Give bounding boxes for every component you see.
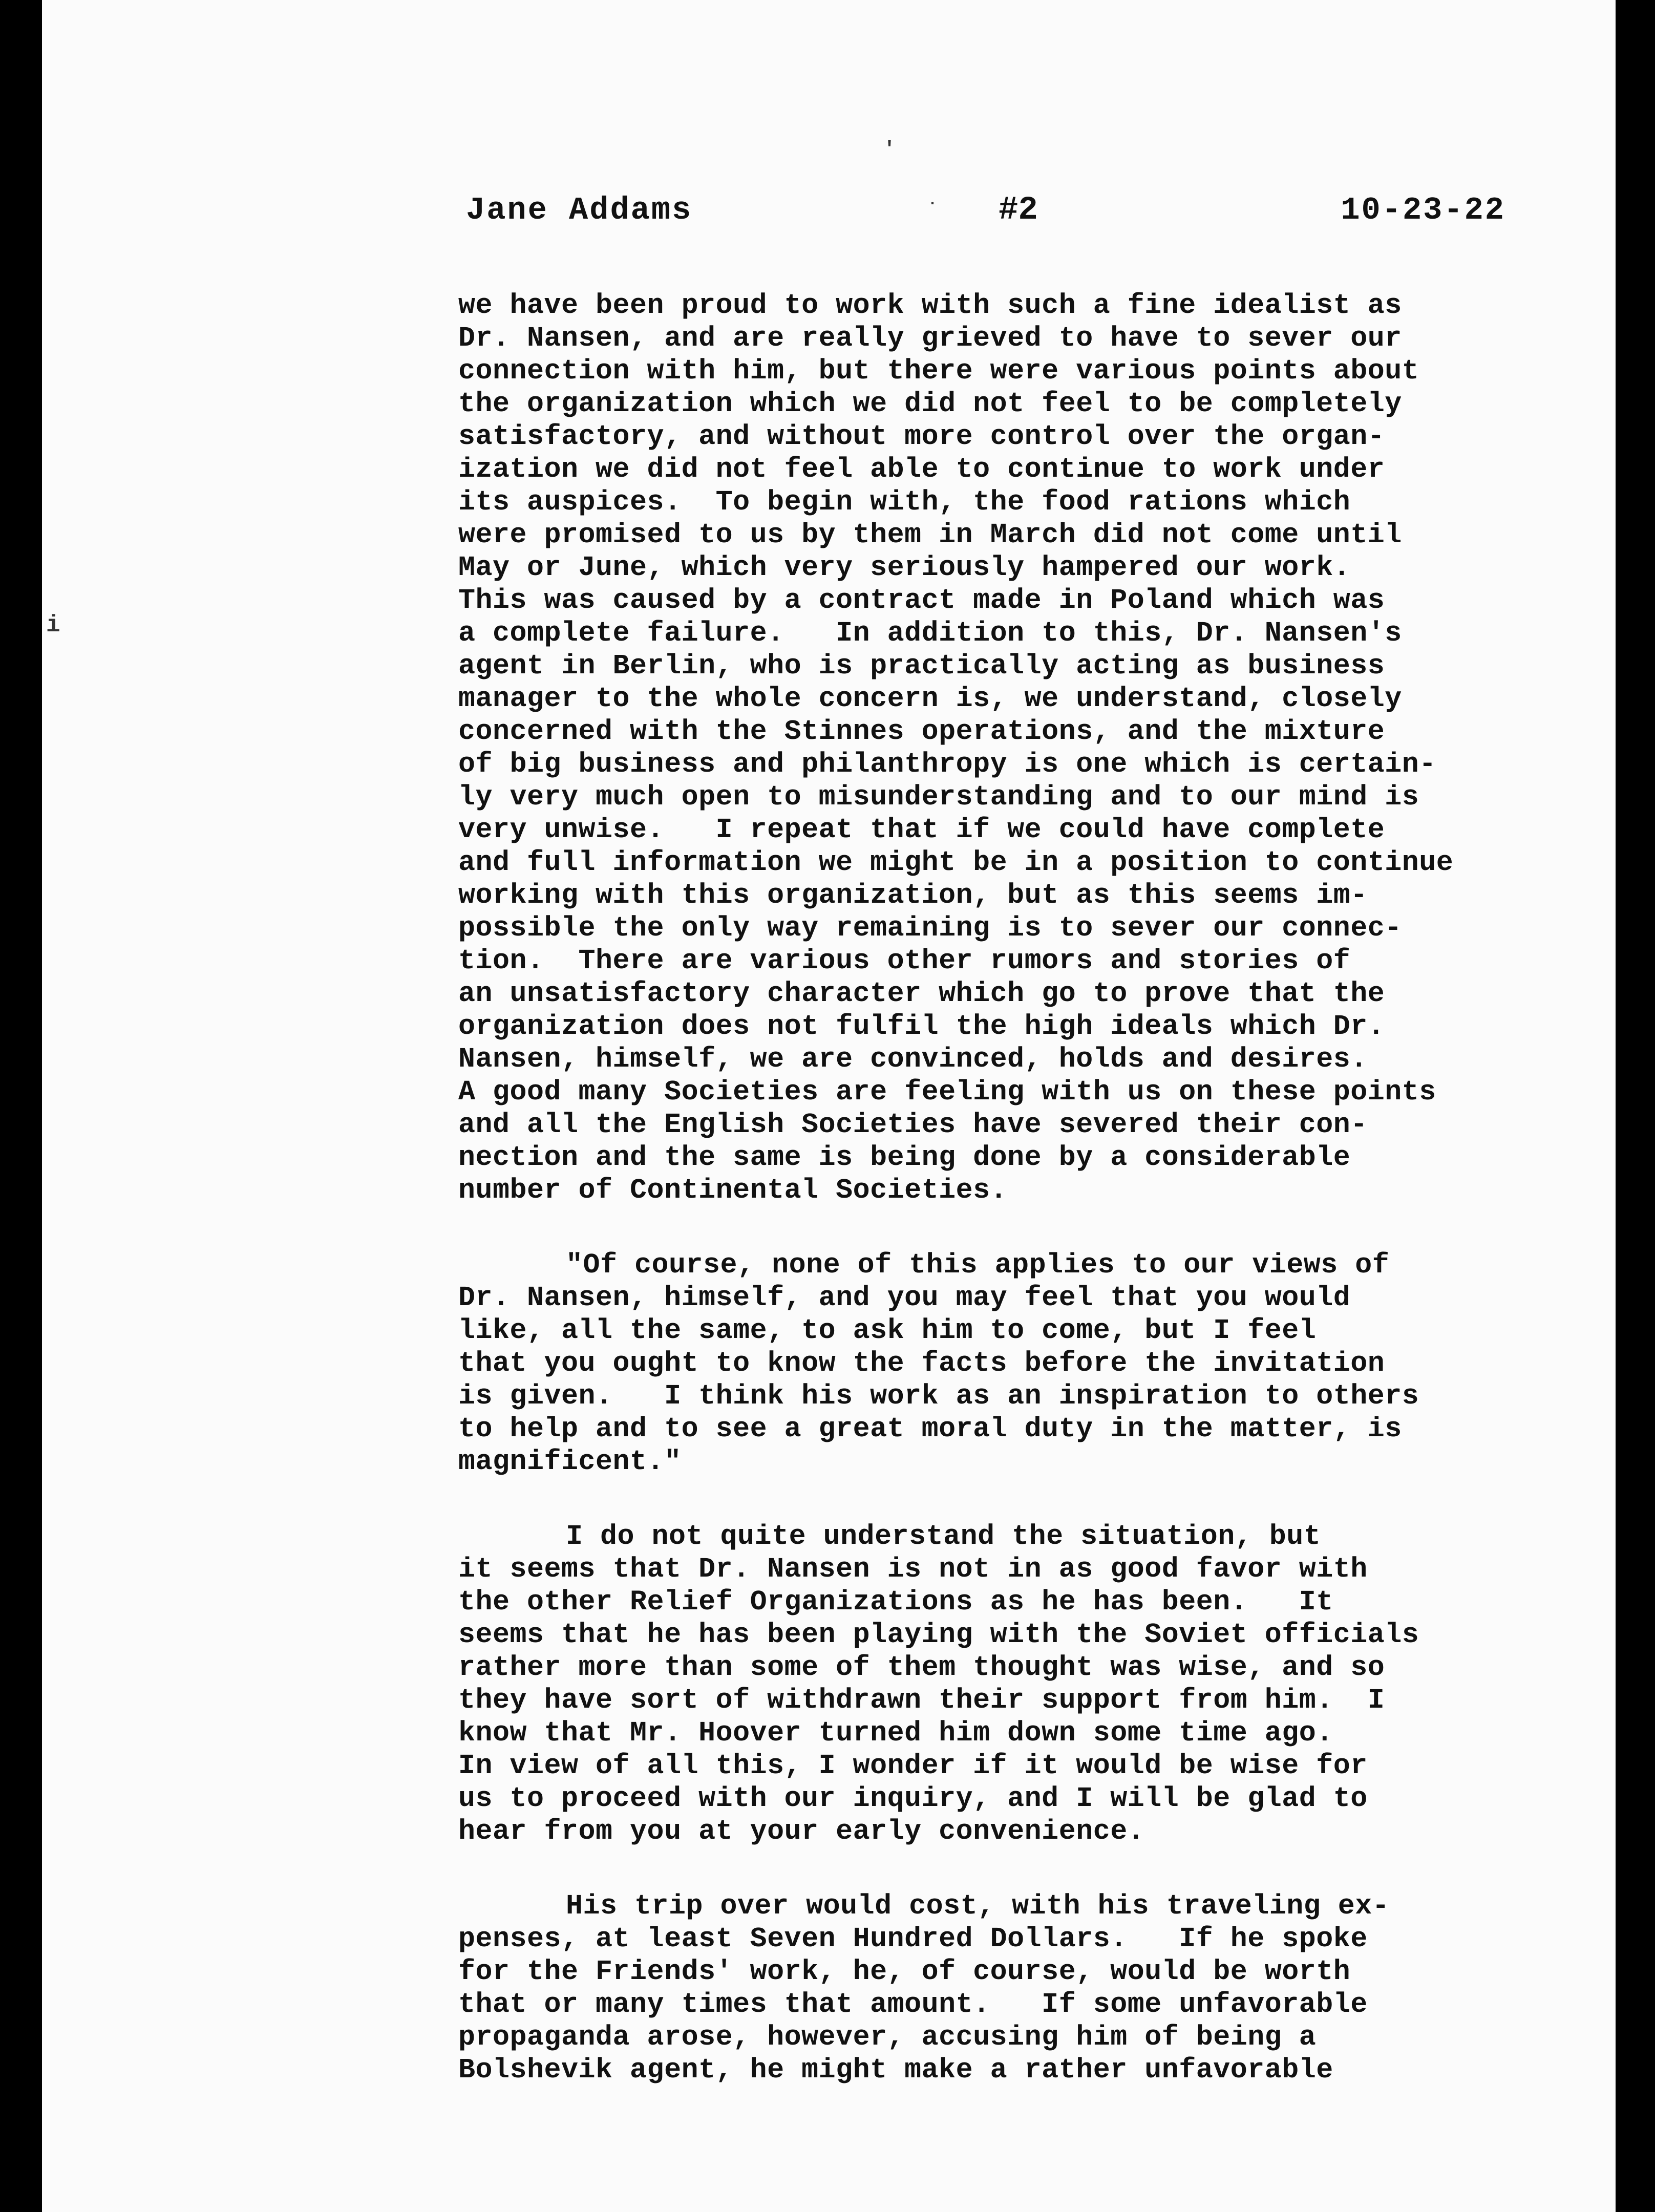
letter-body	[458, 289, 1585, 2112]
text-line: His trip over would cost, with his traveling ex-	[566, 1890, 1390, 1922]
text-line: working with this organization, but as this seems im-	[458, 879, 1368, 911]
text-line: This was caused by a contract made in Poland which was	[458, 584, 1385, 616]
scan-speck: .	[928, 192, 938, 209]
text-line: concerned with the Stinnes operations, and the mixture	[458, 715, 1385, 748]
text-line: an unsatisfactory character which go to prove that the	[458, 977, 1385, 1010]
text-line: for the Friends' work, he, of course, would be worth	[458, 1955, 1351, 1988]
text-line: rather more than some of them thought was wise, and so	[458, 1651, 1385, 1684]
text-line: of big business and philanthropy is one which is certain-	[458, 748, 1436, 780]
text-line: magnificent."	[458, 1445, 682, 1478]
text-line: the organization which we did not feel to be completely	[458, 388, 1402, 420]
letter-date: 10-23-22	[1341, 192, 1505, 228]
text-line: In view of all this, I wonder if it would be wise for	[458, 1750, 1368, 1782]
text-line: satisfactory, and without more control over the organ-	[458, 420, 1385, 453]
text-line: organization does not fulfil the high ideals which Dr.	[458, 1010, 1385, 1043]
text-line: May or June, which very seriously hampered our work.	[458, 551, 1351, 584]
text-line: its auspices. To begin with, the food rations which	[458, 486, 1351, 518]
text-line: is given. I think his work as an inspiration to others	[458, 1380, 1419, 1412]
text-line: and full information we might be in a position to continue	[458, 846, 1454, 879]
addressee-name: Jane Addams	[466, 192, 693, 228]
text-line: and all the English Societies have severed their con-	[458, 1109, 1368, 1141]
text-line: they have sort of withdrawn their support from him. I	[458, 1684, 1385, 1716]
text-line: us to proceed with our inquiry, and I will be glad to	[458, 1782, 1368, 1815]
text-line: Bolshevik agent, he might make a rather unfavorable	[458, 2054, 1333, 2086]
text-line: it seems that Dr. Nansen is not in as good favor with	[458, 1553, 1368, 1585]
text-line: a complete failure. In addition to this, Dr. Nansen's	[458, 617, 1402, 649]
text-line: number of Continental Societies.	[458, 1174, 1008, 1206]
text-line: very unwise. I repeat that if we could have complete	[458, 814, 1385, 846]
text-line: that or many times that amount. If some unfavorable	[458, 1988, 1368, 2020]
letter-header	[466, 192, 1505, 243]
page-number: #2	[999, 192, 1038, 229]
text-line: were promised to us by them in March did not come until	[458, 519, 1402, 551]
text-line: penses, at least Seven Hundred Dollars. If he spoke	[458, 1923, 1368, 1955]
scan-speck: '	[883, 138, 896, 161]
paragraph	[458, 1520, 1585, 1848]
text-line: hear from you at your early convenience.	[458, 1815, 1145, 1847]
text-line: agent in Berlin, who is practically acting as business	[458, 650, 1385, 682]
text-line: ization we did not feel able to continue to work under	[458, 453, 1385, 485]
text-line: possible the only way remaining is to sever our connec-	[458, 912, 1402, 944]
paragraph	[458, 1249, 1585, 1478]
text-line: know that Mr. Hoover turned him down some time ago.	[458, 1717, 1333, 1749]
paragraph	[458, 1890, 1585, 2087]
text-line: the other Relief Organizations as he has been. It	[458, 1586, 1333, 1618]
text-line: Dr. Nansen, and are really grieved to have to sever our	[458, 322, 1402, 354]
text-line: "Of course, none of this applies to our views of	[566, 1249, 1390, 1281]
text-line: tion. There are various other rumors and stories of	[458, 945, 1351, 977]
paragraph	[458, 289, 1585, 1207]
scan-speck: i	[46, 612, 60, 639]
text-line: I do not quite understand the situation, but	[566, 1520, 1321, 1552]
text-line: manager to the whole concern is, we understand, closely	[458, 683, 1402, 715]
scan-border-left	[0, 0, 42, 2212]
text-line: propaganda arose, however, accusing him of being a	[458, 2021, 1317, 2053]
text-line: like, all the same, to ask him to come, but I feel	[458, 1314, 1317, 1347]
text-line: ly very much open to misunderstanding and to our mind is	[458, 781, 1419, 813]
text-line: Dr. Nansen, himself, and you may feel that you would	[458, 1282, 1351, 1314]
text-line: we have been proud to work with such a fine idealist as	[458, 289, 1402, 322]
text-line: to help and to see a great moral duty in the matter, is	[458, 1413, 1402, 1445]
text-line: Nansen, himself, we are convinced, holds and desires.	[458, 1043, 1368, 1075]
text-line: nection and the same is being done by a considerable	[458, 1141, 1351, 1174]
text-line: that you ought to know the facts before the invitation	[458, 1347, 1385, 1379]
text-line: connection with him, but there were various points about	[458, 355, 1419, 387]
text-line: seems that he has been playing with the Soviet officials	[458, 1619, 1419, 1651]
scan-border-right	[1616, 0, 1655, 2212]
text-line: A good many Societies are feeling with us on these points	[458, 1076, 1436, 1108]
